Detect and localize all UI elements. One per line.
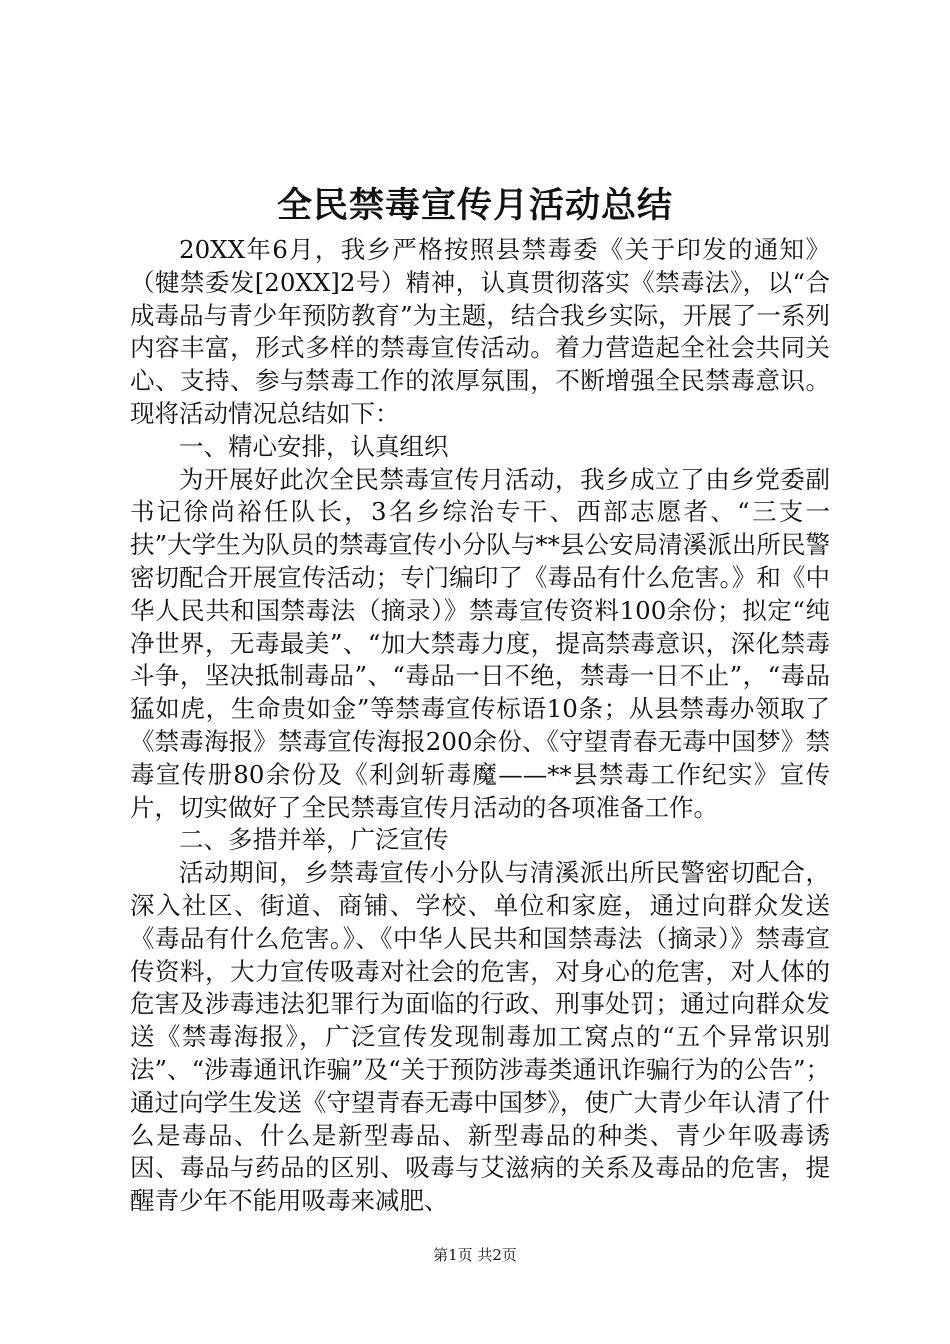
document-title: 全民禁毒宣传月活动总结 [276, 185, 673, 226]
document-body [130, 234, 830, 1218]
intro-paragraph: 20XX年6月，我乡严格按照县禁毒委《关于印发的通知》（犍禁委发[20XX]2号）精神，认真贯彻落实《禁毒法》，以“合成毒品与青少年预防教育”为主题，结合我乡实际，开展了一系列内容丰富，形式多样的禁毒宣传活动。着力营造起全社会共同关心、支持、参与禁毒工作的浓厚氛围，不断增强全民禁毒意识。现将活动情况总结如下： [130, 235, 830, 428]
section-1-paragraph: 为开展好此次全民禁毒宣传月活动，我乡成立了由乡党委副书记徐尚裕任队长，3名乡综治专干、西部志愿者、“三支一扶”大学生为队员的禁毒宣传小分队与**县公安局清溪派出所民警密切配合开展宣传活动；专门编印了《毒品有什么危害。》和《中华人民共和国禁毒法（摘录）》禁毒宣传资料100余份；拟定“纯净世界，无毒最美”、“加大禁毒力度，提高禁毒意识，深化禁毒斗争，坚决抵制毒品”、“毒品一日不绝，禁毒一日不止”，“毒品猛如虎，生命贵如金”等禁毒宣传标语10条；从县禁毒办领取了《禁毒海报》禁毒宣传海报200余份、《守望青春无毒中国梦》禁毒宣传册80余份及《利剑斩毒魔——**县禁毒工作纪实》宣传片，切实做好了全民禁毒宣传月活动的各项准备工作。 [130, 464, 830, 822]
section-heading-2: 二、多措并举，广泛宣传 [179, 825, 449, 855]
section-2-paragraph: 活动期间，乡禁毒宣传小分队与清溪派出所民警密切配合，深入社区、街道、商铺、学校、单位和家庭，通过向群众发送《毒品有什么危害。》、《中华人民共和国禁毒法（摘录）》禁毒宣传资料，大力宣传吸毒对社会的危害，对身心的危害，对人体的危害及涉毒违法犯罪行为面临的行政、刑事处罚；通过向群众发送《禁毒海报》，广泛宣传发现制毒加工窝点的“五个异常识别法”、“涉毒通讯诈骗”及“关于预防涉毒类通讯诈骗行为的公告”；通过向学生发送《守望青春无毒中国梦》，使广大青少年认清了什么是毒品、什么是新型毒品、新型毒品的种类、青少年吸毒诱因、毒品与药品的区别、吸毒与艾滋病的关系及毒品的危害，提醒青少年不能用吸毒来减肥、 [130, 858, 830, 1216]
section-heading-1: 一、精心安排，认真组织 [179, 431, 449, 461]
page-number-footer: 第1页 共2页 [433, 1246, 517, 1264]
